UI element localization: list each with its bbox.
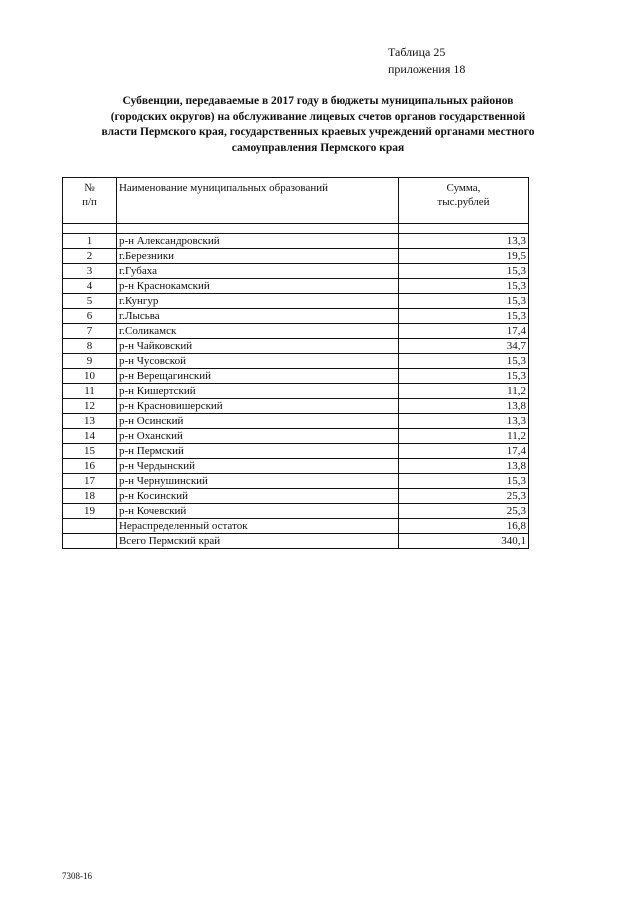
spacer-row: [63, 224, 529, 234]
row-number: 2: [63, 249, 117, 264]
header-municipality: Наименование муниципальных образований: [116, 178, 398, 224]
municipality-name: р-н Кочевский: [116, 504, 398, 519]
row-number: 17: [63, 474, 117, 489]
appendix-number: приложения 18: [388, 62, 466, 76]
header-number-symbol: №: [84, 182, 95, 194]
table-number: Таблица 25: [388, 45, 446, 59]
row-number: 14: [63, 429, 117, 444]
table-row: [63, 429, 529, 444]
municipality-name: р-н Краснокамский: [116, 279, 398, 294]
municipality-name: р-н Чернушинский: [116, 474, 398, 489]
municipality-name: г.Кунгур: [116, 294, 398, 309]
subvention-amount: 13,3: [398, 234, 528, 249]
subvention-amount: 15,3: [398, 279, 528, 294]
municipality-name: Всего Пермский край: [116, 534, 398, 549]
row-number: 1: [63, 234, 117, 249]
document-title: [68, 94, 568, 156]
row-number: 8: [63, 339, 117, 354]
title-line: (городских округов) на обслуживание лицевых счетов органов государственной: [110, 110, 526, 123]
municipality-name: г.Березники: [116, 249, 398, 264]
subvention-amount: 15,3: [398, 309, 528, 324]
title-line: власти Пермского края, государственных краевых учреждений органами местного: [101, 126, 535, 138]
row-number: 5: [63, 294, 117, 309]
header-number-abbrev: п/п: [82, 196, 97, 208]
subvention-amount: 13,8: [398, 459, 528, 474]
row-number: 18: [63, 489, 117, 504]
row-number: 13: [63, 414, 117, 429]
table-header-row: [63, 178, 529, 224]
table-row: [63, 384, 529, 399]
subvention-amount: 25,3: [398, 504, 528, 519]
row-number: 11: [63, 384, 117, 399]
municipality-name: р-н Кишертский: [116, 384, 398, 399]
municipality-name: р-н Чусовской: [116, 354, 398, 369]
subvention-amount: 340,1: [398, 534, 528, 549]
subvention-amount: 34,7: [398, 339, 528, 354]
subvention-amount: 17,4: [398, 444, 528, 459]
subvention-amount: 13,3: [398, 414, 528, 429]
row-number: 19: [63, 504, 117, 519]
title-line: самоуправления Пермского края: [231, 141, 405, 154]
row-number: [63, 534, 117, 549]
header-number: [63, 178, 117, 224]
municipality-name: г.Губаха: [116, 264, 398, 279]
table-row: [63, 444, 529, 459]
table-row: [63, 279, 529, 294]
municipality-name: Нераспределенный остаток: [116, 519, 398, 534]
municipality-name: р-н Косинский: [116, 489, 398, 504]
table-body: [63, 224, 529, 549]
subvention-amount: 16,8: [398, 519, 528, 534]
table-row: [63, 339, 529, 354]
subvention-amount: 15,3: [398, 369, 528, 384]
row-number: 4: [63, 279, 117, 294]
subvention-amount: 11,2: [398, 384, 528, 399]
row-number: 7: [63, 324, 117, 339]
subvention-amount: 25,3: [398, 489, 528, 504]
row-number: 3: [63, 264, 117, 279]
table-row: [63, 234, 529, 249]
table-row: [63, 504, 529, 519]
row-number: 10: [63, 369, 117, 384]
table-row: [63, 309, 529, 324]
municipality-name: р-н Оханский: [116, 429, 398, 444]
row-number: 15: [63, 444, 117, 459]
total-row: [63, 534, 529, 549]
table-row: [63, 324, 529, 339]
subvention-amount: 13,8: [398, 399, 528, 414]
row-number: [63, 519, 117, 534]
subvention-amount: 15,3: [398, 294, 528, 309]
subvention-amount: 11,2: [398, 429, 528, 444]
row-number: 16: [63, 459, 117, 474]
table-row: [63, 459, 529, 474]
subvention-amount: 15,3: [398, 474, 528, 489]
table-row: [63, 414, 529, 429]
table-row: [63, 354, 529, 369]
table-row: [63, 249, 529, 264]
subvention-amount: 17,4: [398, 324, 528, 339]
subvention-amount: 15,3: [398, 264, 528, 279]
table-row: [63, 264, 529, 279]
municipality-name: р-н Красновишерский: [116, 399, 398, 414]
table-row: [63, 294, 529, 309]
municipality-name: р-н Александровский: [116, 234, 398, 249]
table-row: [63, 489, 529, 504]
table-row: [63, 399, 529, 414]
table-row: [63, 369, 529, 384]
row-number: 12: [63, 399, 117, 414]
table-reference: [388, 44, 465, 78]
row-number: 6: [63, 309, 117, 324]
subvention-amount: 19,5: [398, 249, 528, 264]
title-line: Субвенции, передаваемые в 2017 году в бюджеты муниципальных районов: [122, 95, 514, 107]
subventions-table: [62, 177, 529, 549]
header-sum-unit: тыс.рублей: [437, 196, 490, 208]
municipality-name: р-н Верещагинский: [116, 369, 398, 384]
municipality-name: р-н Осинский: [116, 414, 398, 429]
document-code: 7308-16: [62, 871, 92, 881]
municipality-name: г.Соликамск: [116, 324, 398, 339]
municipality-name: р-н Чайковский: [116, 339, 398, 354]
header-sum: [398, 178, 528, 224]
subvention-amount: 15,3: [398, 354, 528, 369]
row-number: 9: [63, 354, 117, 369]
remainder-row: [63, 519, 529, 534]
municipality-name: р-н Чердынский: [116, 459, 398, 474]
municipality-name: г.Лысьва: [116, 309, 398, 324]
table-row: [63, 474, 529, 489]
header-sum-label: Сумма,: [446, 182, 481, 194]
municipality-name: р-н Пермский: [116, 444, 398, 459]
